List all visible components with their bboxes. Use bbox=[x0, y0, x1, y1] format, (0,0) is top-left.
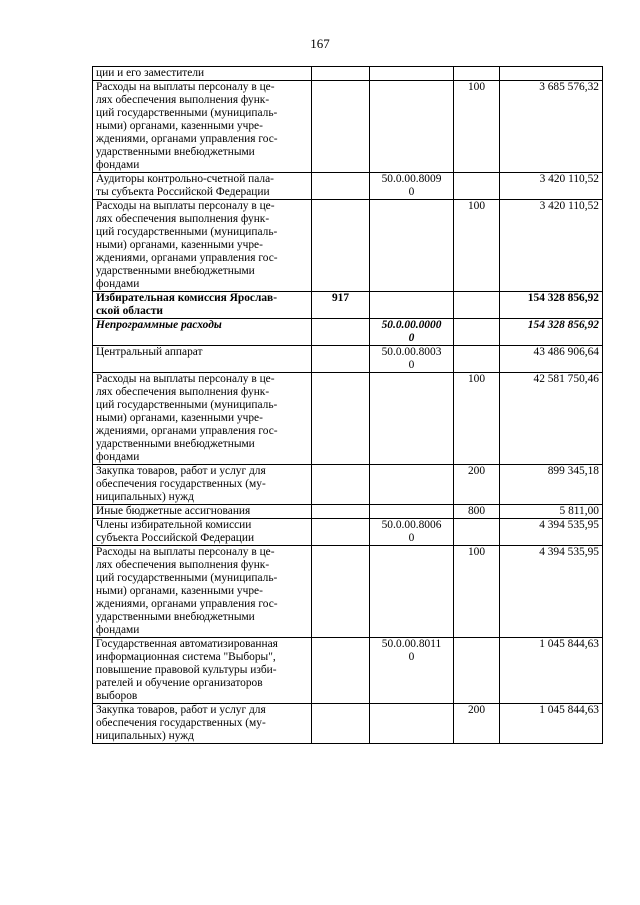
expense-type-code-cell bbox=[454, 346, 500, 373]
expense-type-code-cell: 100 bbox=[454, 81, 500, 173]
expense-name-cell: Иные бюджетные ассигнования bbox=[93, 505, 312, 519]
amount-cell: 1 045 844,63 bbox=[500, 704, 603, 744]
target-article-code-cell: 50.0.00.8006 0 bbox=[370, 519, 454, 546]
target-article-code-cell bbox=[370, 505, 454, 519]
target-article-code-cell bbox=[370, 465, 454, 505]
budget-table bbox=[92, 66, 603, 744]
department-code-cell bbox=[312, 346, 370, 373]
table-row bbox=[93, 519, 603, 546]
target-article-code-cell bbox=[370, 546, 454, 638]
department-code-cell bbox=[312, 638, 370, 704]
table-row bbox=[93, 465, 603, 505]
budget-table-body bbox=[93, 67, 603, 744]
target-article-code-cell: 50.0.00.8003 0 bbox=[370, 346, 454, 373]
amount-cell: 43 486 906,64 bbox=[500, 346, 603, 373]
department-code-cell bbox=[312, 704, 370, 744]
target-article-code-cell: 50.0.00.8009 0 bbox=[370, 173, 454, 200]
amount-cell: 4 394 535,95 bbox=[500, 519, 603, 546]
expense-name-cell: Расходы на выплаты персоналу в це- лях обеспечения выполнения функ- ций государственными (муниципаль- ными) органами, казенными учре- ждениями, органами управления гос- ударственными внебюджетными фондами bbox=[93, 81, 312, 173]
department-code-cell bbox=[312, 546, 370, 638]
amount-cell: 3 420 110,52 bbox=[500, 200, 603, 292]
target-article-code-cell bbox=[370, 373, 454, 465]
expense-name-cell: Аудиторы контрольно-счетной пала- ты субъекта Российской Федерации bbox=[93, 173, 312, 200]
expense-type-code-cell bbox=[454, 319, 500, 346]
expense-name-cell: Расходы на выплаты персоналу в це- лях обеспечения выполнения функ- ций государственными (муниципаль- ными) органами, казенными учре- ждениями, органами управления гос- ударственными внебюджетными фондами bbox=[93, 373, 312, 465]
department-code-cell bbox=[312, 67, 370, 81]
table-row bbox=[93, 638, 603, 704]
expense-type-code-cell bbox=[454, 519, 500, 546]
table-row bbox=[93, 373, 603, 465]
expense-type-code-cell: 200 bbox=[454, 465, 500, 505]
amount-cell: 42 581 750,46 bbox=[500, 373, 603, 465]
expense-type-code-cell bbox=[454, 173, 500, 200]
expense-type-code-cell bbox=[454, 638, 500, 704]
department-code-cell bbox=[312, 319, 370, 346]
target-article-code-cell bbox=[370, 67, 454, 81]
amount-cell bbox=[500, 67, 603, 81]
amount-cell: 3 420 110,52 bbox=[500, 173, 603, 200]
department-code-cell bbox=[312, 465, 370, 505]
expense-name-cell: Закупка товаров, работ и услуг для обеспечения государственных (му- ниципальных) нужд bbox=[93, 465, 312, 505]
expense-name-cell: Расходы на выплаты персоналу в це- лях обеспечения выполнения функ- ций государственными (муниципаль- ными) органами, казенными учре- ждениями, органами управления гос- ударственными внебюджетными фондами bbox=[93, 546, 312, 638]
expense-type-code-cell bbox=[454, 67, 500, 81]
table-row bbox=[93, 546, 603, 638]
expense-name-cell: Государственная автоматизированная информационная система "Выборы", повышение правовой культуры изби- рателей и обучение организаторов выборов bbox=[93, 638, 312, 704]
amount-cell: 4 394 535,95 bbox=[500, 546, 603, 638]
department-code-cell: 917 bbox=[312, 292, 370, 319]
target-article-code-cell: 50.0.00.8011 0 bbox=[370, 638, 454, 704]
department-code-cell bbox=[312, 519, 370, 546]
expense-name-cell: Центральный аппарат bbox=[93, 346, 312, 373]
department-code-cell bbox=[312, 200, 370, 292]
expense-name-cell: Закупка товаров, работ и услуг для обеспечения государственных (му- ниципальных) нужд bbox=[93, 704, 312, 744]
expense-name-cell: Расходы на выплаты персоналу в це- лях обеспечения выполнения функ- ций государственными (муниципаль- ными) органами, казенными учре- ждениями, органами управления гос- ударственными внебюджетными фондами bbox=[93, 200, 312, 292]
expense-type-code-cell: 100 bbox=[454, 546, 500, 638]
expense-type-code-cell bbox=[454, 292, 500, 319]
expense-type-code-cell: 800 bbox=[454, 505, 500, 519]
amount-cell: 154 328 856,92 bbox=[500, 319, 603, 346]
table-row bbox=[93, 67, 603, 81]
amount-cell: 3 685 576,32 bbox=[500, 81, 603, 173]
table-row bbox=[93, 200, 603, 292]
department-code-cell bbox=[312, 81, 370, 173]
table-row bbox=[93, 704, 603, 744]
table-row bbox=[93, 346, 603, 373]
expense-type-code-cell: 100 bbox=[454, 373, 500, 465]
expense-name-cell: Непрограммные расходы bbox=[93, 319, 312, 346]
table-row bbox=[93, 505, 603, 519]
department-code-cell bbox=[312, 505, 370, 519]
target-article-code-cell bbox=[370, 81, 454, 173]
target-article-code-cell bbox=[370, 200, 454, 292]
expense-name-cell: ции и его заместители bbox=[93, 67, 312, 81]
amount-cell: 899 345,18 bbox=[500, 465, 603, 505]
expense-type-code-cell: 100 bbox=[454, 200, 500, 292]
amount-cell: 1 045 844,63 bbox=[500, 638, 603, 704]
expense-name-cell: Избирательная комиссия Ярослав- ской области bbox=[93, 292, 312, 319]
expense-name-cell: Члены избирательной комиссии субъекта Российской Федерации bbox=[93, 519, 312, 546]
department-code-cell bbox=[312, 173, 370, 200]
amount-cell: 154 328 856,92 bbox=[500, 292, 603, 319]
target-article-code-cell: 50.0.00.0000 0 bbox=[370, 319, 454, 346]
target-article-code-cell bbox=[370, 704, 454, 744]
target-article-code-cell bbox=[370, 292, 454, 319]
amount-cell: 5 811,00 bbox=[500, 505, 603, 519]
table-row bbox=[93, 81, 603, 173]
table-row bbox=[93, 173, 603, 200]
department-code-cell bbox=[312, 373, 370, 465]
page-number: 167 bbox=[310, 36, 330, 51]
expense-type-code-cell: 200 bbox=[454, 704, 500, 744]
table-row bbox=[93, 319, 603, 346]
table-row bbox=[93, 292, 603, 319]
